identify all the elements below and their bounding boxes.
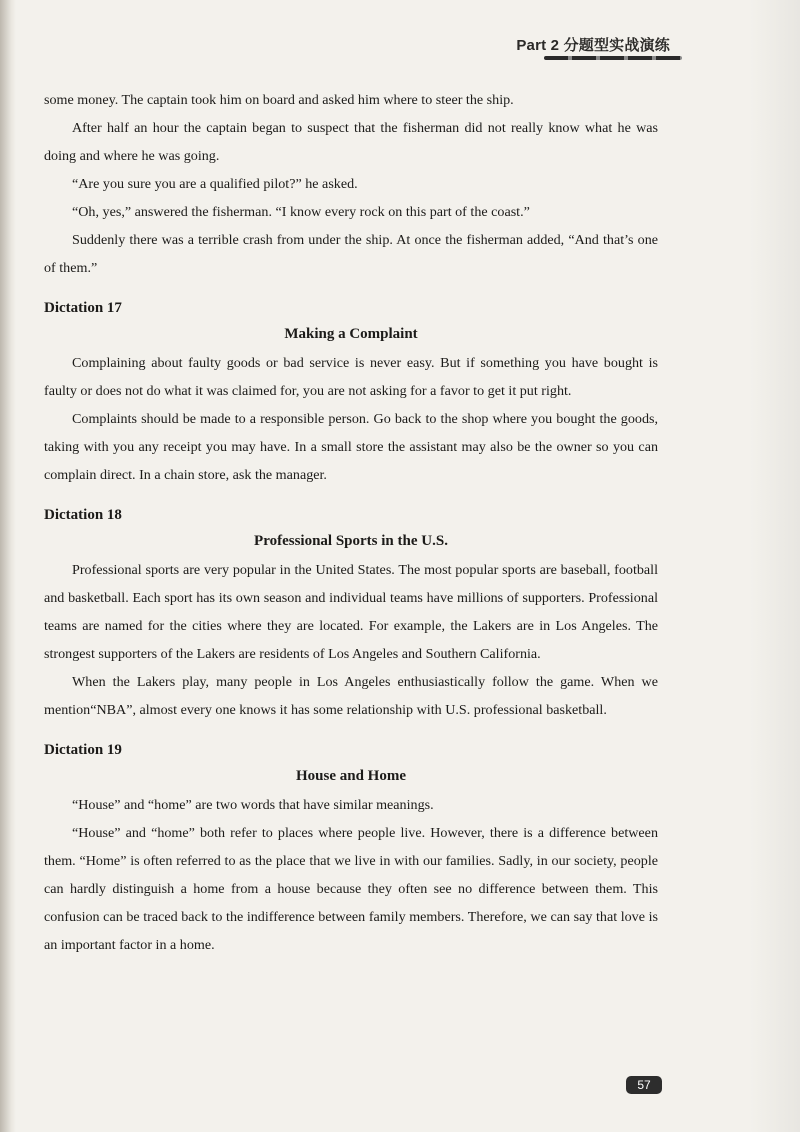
page-edge-shade [750, 0, 800, 1132]
dictation-title: House and Home [295, 768, 406, 784]
page-content [44, 86, 658, 959]
paragraph: Professional sports are very popular in the United States. The most popular sports are baseball, football and basketball. Each sport has its own season and individual teams have millions of supporters. Professional teams are named for the cities where they are located. For example, the Lakers are in Los Angeles. The strongest supporters of the Lakers are residents of Los Angeles and Southern California. [44, 562, 658, 662]
paragraph: Suddenly there was a terrible crash from under the ship. At once the fisherman added, “And that’s one of them.” [44, 232, 658, 276]
paragraph: “House” and “home” are two words that have similar meanings. [72, 797, 434, 813]
paragraph: “House” and “home” both refer to places where people live. However, there is a difference between them. “Home” is often referred to as the place that we live in with our families. Sadly, in our society, people can hardly distinguish a home from a house because they often see no difference between them. This confusion can be traced back to the indifference between family members. Therefore, we can say that love is an important factor in a home. [44, 825, 658, 953]
dictation-title: Professional Sports in the U.S. [254, 533, 448, 549]
header-rule [544, 56, 682, 60]
paragraph: Complaining about faulty goods or bad service is never easy. But if something you have bought is faulty or does not do what it was claimed for, you are not asking for a favor to get it put right. [44, 355, 658, 399]
paragraph: Complaints should be made to a responsible person. Go back to the shop where you bought the goods, taking with you any receipt you may have. In a small store the assistant may also be the owner so you can complain direct. In a chain store, ask the manager. [44, 411, 658, 483]
paragraph: some money. The captain took him on board and asked him where to steer the ship. [44, 92, 514, 108]
running-header: Part 2 分题型实战演练 [516, 37, 670, 54]
paragraph: “Are you sure you are a qualified pilot?” he asked. [72, 176, 358, 192]
paragraph: “Oh, yes,” answered the fisherman. “I know every rock on this part of the coast.” [72, 204, 530, 220]
dictation-label: Dictation 17 [44, 300, 122, 316]
dictation-title: Making a Complaint [284, 326, 418, 342]
paragraph: After half an hour the captain began to suspect that the fisherman did not really know what he was doing and where he was going. [44, 120, 658, 164]
dictation-label: Dictation 18 [44, 507, 122, 523]
page-number: 57 [626, 1076, 662, 1094]
page-binding-shadow [0, 0, 16, 1132]
dictation-label: Dictation 19 [44, 742, 122, 758]
previous-dictation-continuation [44, 86, 658, 282]
paragraph: When the Lakers play, many people in Los Angeles enthusiastically follow the game. When we mention“NBA”, almost every one knows it has some relationship with U.S. professional basketball. [44, 674, 658, 718]
dictation-19 [44, 738, 658, 959]
dictation-17 [44, 296, 658, 489]
dictation-18 [44, 503, 658, 724]
